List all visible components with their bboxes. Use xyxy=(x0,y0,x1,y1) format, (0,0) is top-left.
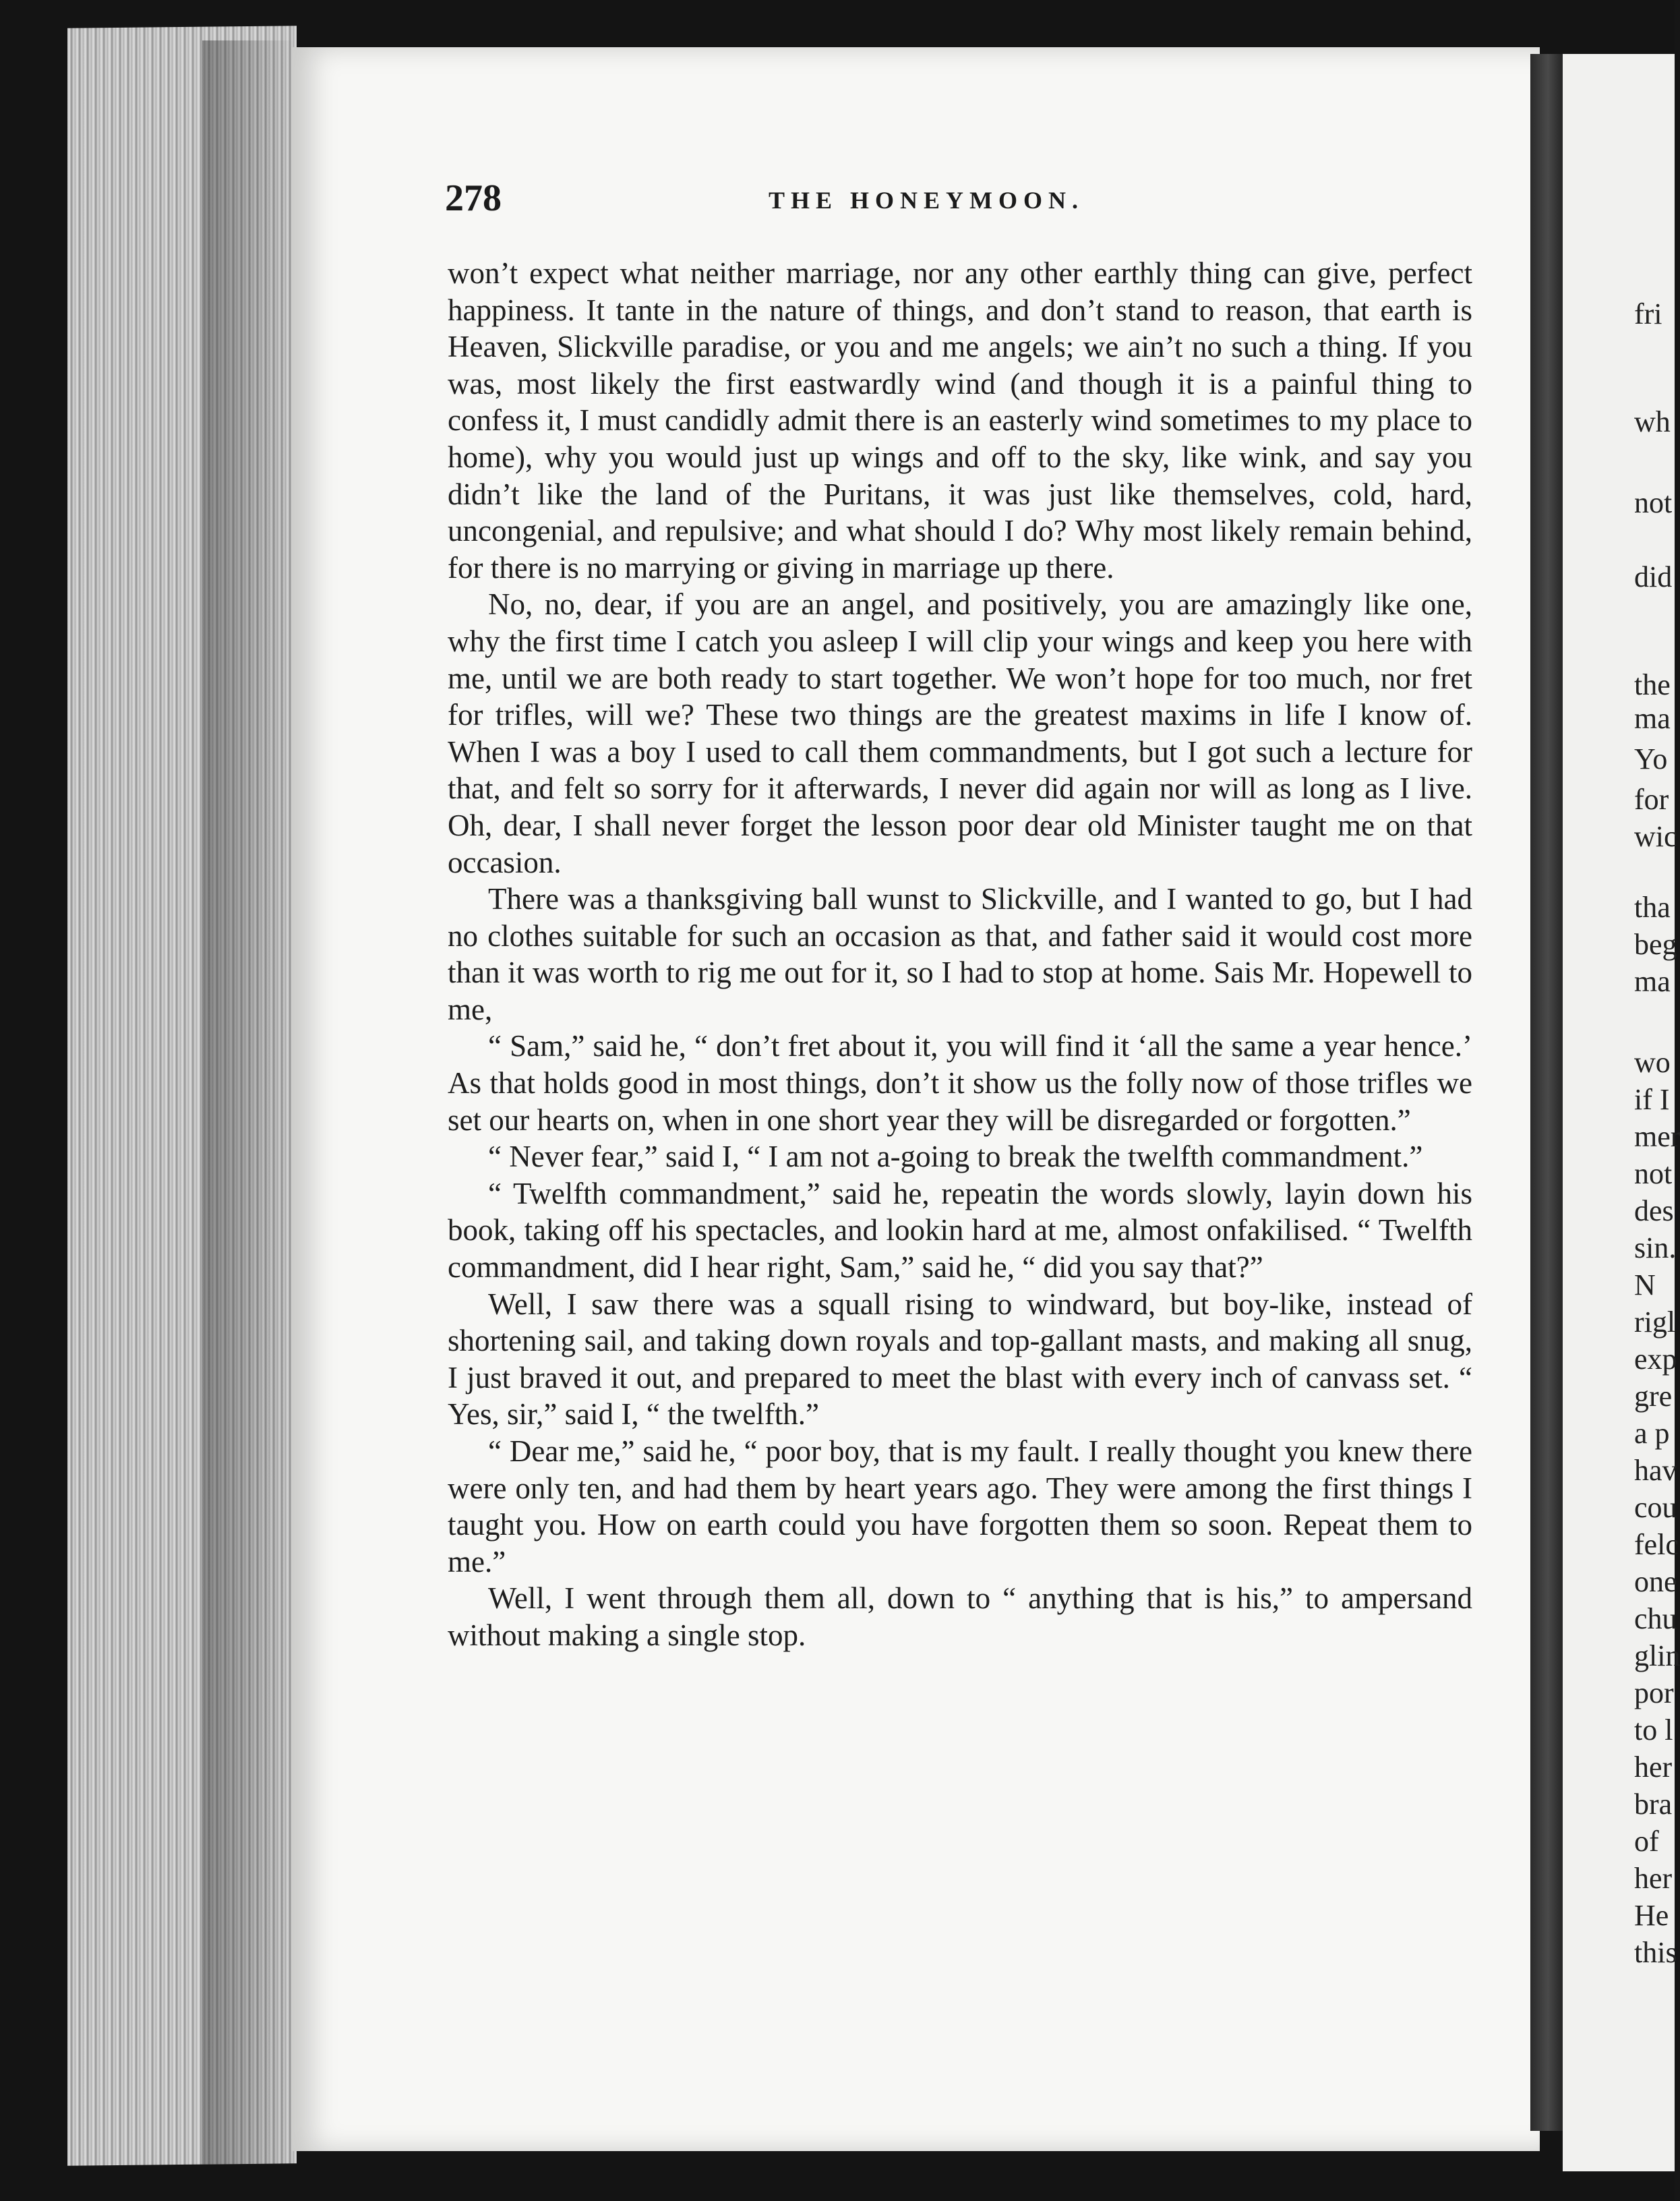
facing-page-fragment: not xyxy=(1634,1157,1673,1190)
facing-page-fragment: of xyxy=(1634,1825,1659,1858)
facing-page-fragment: fri xyxy=(1634,297,1662,330)
facing-page-fragment: mer xyxy=(1634,1120,1680,1153)
facing-page-fragment: wh xyxy=(1634,405,1671,438)
paragraph: Well, I saw there was a squall rising to windward, but boy-like, instead of shortening sail, and taking down royals and top-gallant masts, and making all snug, I just braved it out, and prepared to meet the blast with every inch of canvass set. “ Yes, sir,” said I, “ the twelfth.” xyxy=(448,1287,1472,1432)
page-header xyxy=(445,177,1476,231)
facing-page-fragment: her xyxy=(1634,1862,1673,1895)
page-number: 278 xyxy=(445,177,502,219)
paragraph: No, no, dear, if you are an angel, and positively, you are amazingly like one, why the first time I catch you asleep I will clip your wings and keep you here with me, until we are both ready to start together. We won’t hope for too much, nor fret for trifles, will we? These two things are the greatest maxims in life I know of. When I was a boy I used to call them commandments, but I got such a lecture for that, and felt so sorry for it afterwards, I never did again nor will as long as I live. Oh, dear, I shall never forget the lesson poor dear old Minister taught me on that occasion. xyxy=(448,587,1472,879)
facing-page-fragment: her xyxy=(1634,1751,1673,1784)
facing-page-fragment: cou xyxy=(1634,1491,1677,1524)
facing-page-fragment: N xyxy=(1634,1268,1656,1301)
facing-page-fragment: for xyxy=(1634,783,1669,816)
book-gutter xyxy=(1530,54,1565,2131)
facing-page-fragment: sin. xyxy=(1634,1231,1677,1264)
facing-page-fragment: glin xyxy=(1634,1639,1680,1672)
facing-page-fragment: this xyxy=(1634,1936,1677,1969)
facing-page-fragment: the xyxy=(1634,668,1671,701)
facing-page-fragment: not xyxy=(1634,486,1673,519)
running-head: THE HONEYMOON. xyxy=(769,187,1085,214)
facing-page-fragment: a p xyxy=(1634,1417,1670,1450)
facing-page-fragment: did xyxy=(1634,560,1673,593)
facing-page-fragment: por xyxy=(1634,1676,1674,1709)
facing-page-fragment: hav xyxy=(1634,1454,1677,1487)
facing-page-fragment: gre xyxy=(1634,1380,1673,1413)
paragraph: “ Dear me,” said he, “ poor boy, that is my fault. I really thought you knew there were only ten, and had them by heart years ago. They were among the first things I taught you. How on earth could you have forgotten them so soon. Repeat them to me.” xyxy=(448,1434,1472,1579)
facing-page-fragment: to l xyxy=(1634,1713,1673,1747)
page-edge-shadow xyxy=(202,40,297,2165)
paragraph: “ Never fear,” said I, “ I am not a-going to break the twelfth commandment.” xyxy=(488,1140,1423,1174)
facing-page-fragment: one xyxy=(1634,1565,1677,1598)
facing-page-fragment: ma xyxy=(1634,965,1671,998)
facing-page-fragment: beg xyxy=(1634,928,1677,961)
facing-page-fragment: des xyxy=(1634,1194,1674,1227)
facing-page-fragment: rigl xyxy=(1634,1305,1676,1339)
facing-page-fragment: wic xyxy=(1634,820,1677,853)
facing-page-fragment: chu xyxy=(1634,1602,1677,1635)
paragraph: won’t expect what neither marriage, nor any other earthly thing can give, perfect happiness. It tante in the nature of things, and don’t stand to reason, that earth is Heaven, Slickville paradise, or you and me angels; we ain’t no such a thing. If you was, most likely the first eastwardly wind (and though it is a painful thing to confess it, I must candidly admit there is an easterly wind sometimes to my place to home), why you would just up wings and off to the sky, like wink, and say you didn’t like the land of the Puritans, it was just like themselves, cold, hard, uncongenial, and repulsive; and what should I do? Why most likely remain behind, for there is no marrying or giving in marriage up there. xyxy=(448,256,1472,585)
facing-page-fragment: exp xyxy=(1634,1343,1677,1376)
facing-page-fragment: ma xyxy=(1634,702,1671,735)
paragraph: Well, I went through them all, down to “ anything that is his,” to ampersand without making a single stop. xyxy=(448,1581,1472,1652)
paragraph: “ Sam,” said he, “ don’t fret about it, you will find it ‘all the same a year hence.’ As that holds good in most things, don’t it show us the folly now of those trifles we set our hearts on, when in one short year they will be disregarded or forgotten.” xyxy=(448,1029,1472,1137)
facing-page-fragment: if I xyxy=(1634,1083,1670,1116)
facing-page-fragment: Yo xyxy=(1634,742,1668,775)
paragraph: There was a thanksgiving ball wunst to Slickville, and I wanted to go, but I had no clothes suitable for such an occasion as that, and father said it would cost more than it was worth to rig me out for it, so I had to stop at home. Sais Mr. Hopewell to me, xyxy=(448,882,1472,1026)
facing-page-fragment: felc xyxy=(1634,1528,1679,1561)
paragraph: “ Twelfth commandment,” said he, repeatin the words slowly, layin down his book, taking off his spectacles, and lookin hard at me, almost onfakilised. “ Twelfth commandment, did I hear right, Sam,” said he, “ did you say that?” xyxy=(448,1176,1472,1285)
facing-page-fragment: wo xyxy=(1634,1046,1671,1079)
facing-page-fragment: He xyxy=(1634,1899,1669,1932)
facing-page-fragment: bra xyxy=(1634,1788,1673,1821)
body-text xyxy=(448,255,1472,1654)
facing-page-fragment: tha xyxy=(1634,891,1671,924)
